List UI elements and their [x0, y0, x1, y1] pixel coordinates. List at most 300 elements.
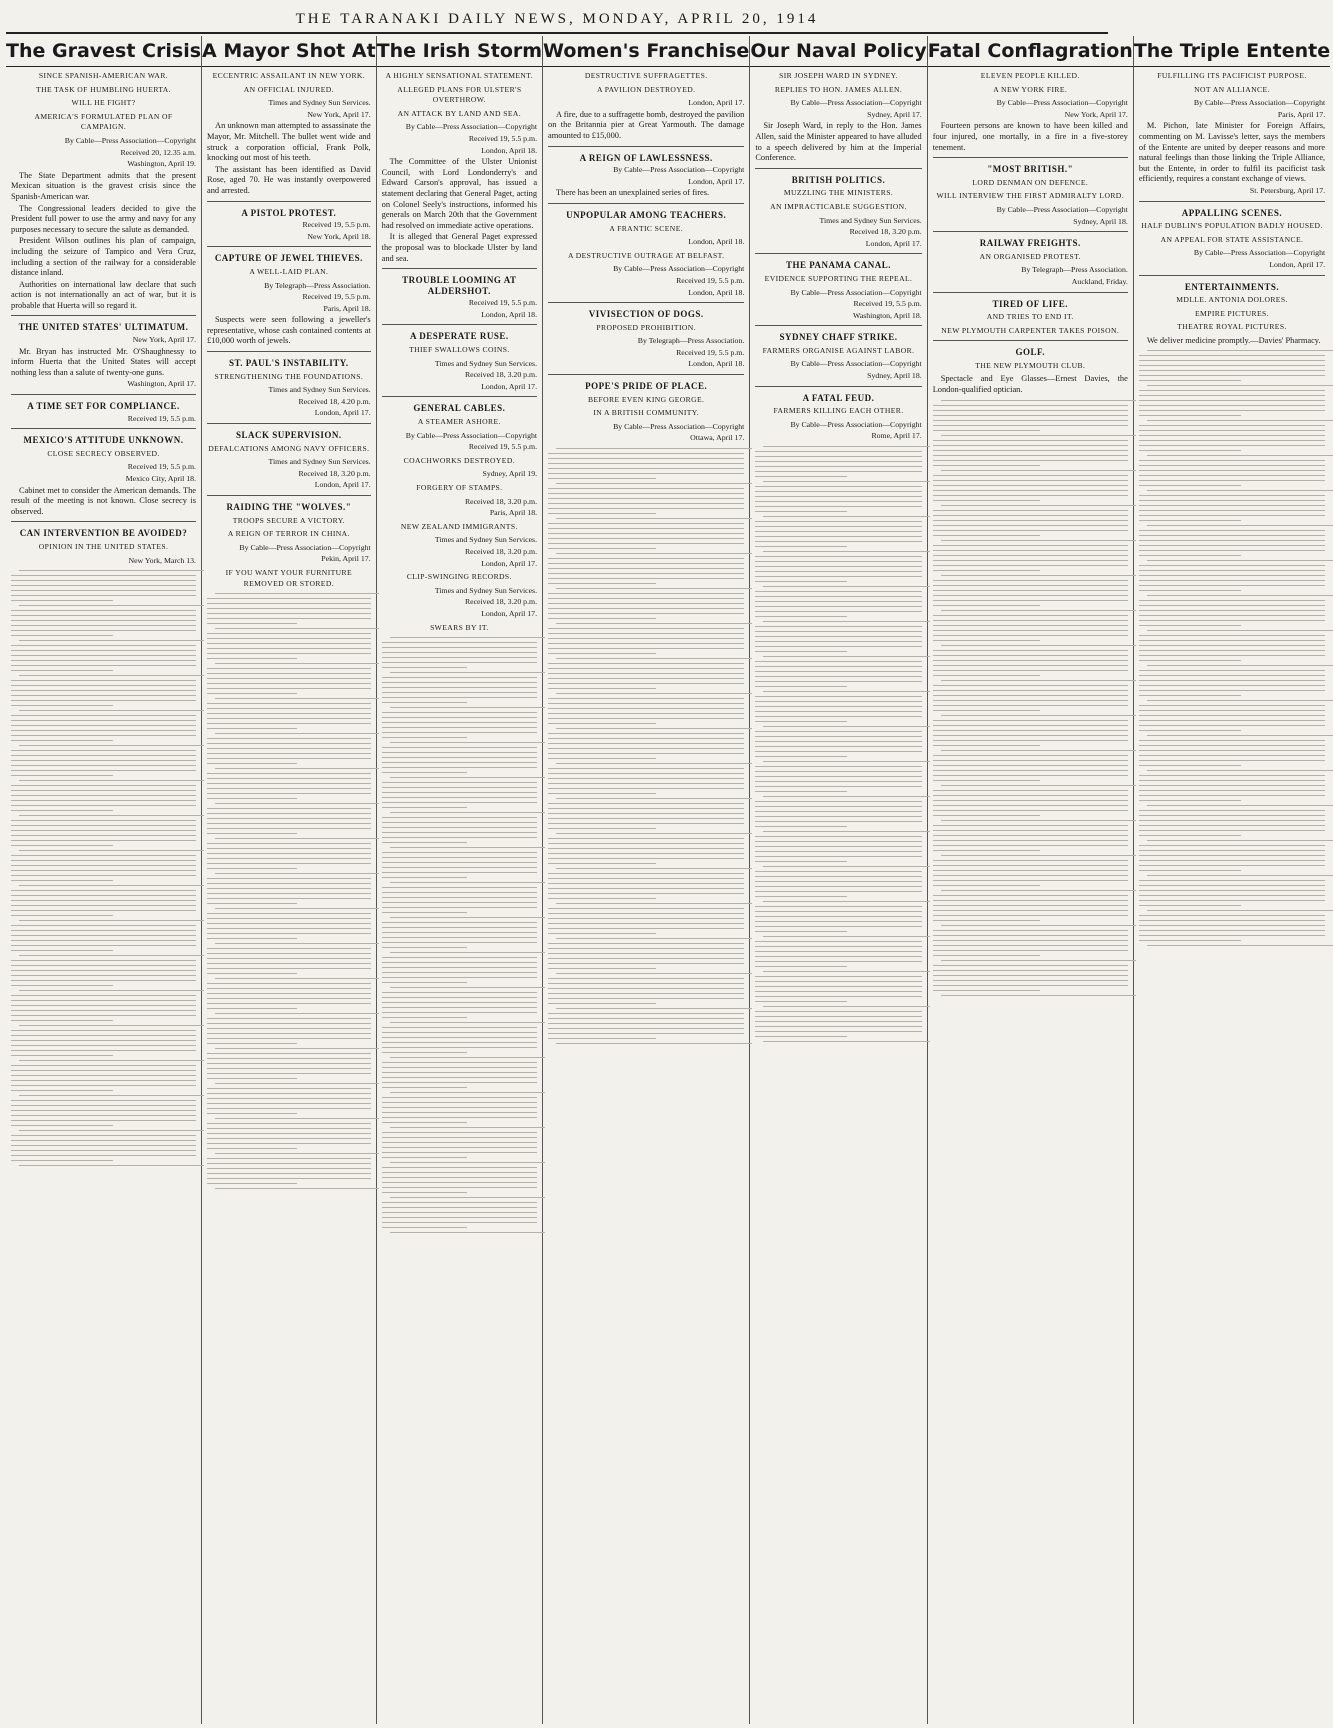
text-line-texture [207, 1123, 371, 1124]
dateline: London, April 18. [688, 359, 745, 369]
text-line-texture [11, 830, 196, 831]
text-line-texture [548, 768, 744, 769]
dateline: Paris, April 17. [1277, 109, 1326, 119]
text-line-texture [207, 623, 297, 624]
text-line-texture [390, 952, 545, 953]
text-line-texture [1139, 855, 1325, 856]
text-line-texture [755, 681, 921, 682]
text-line-texture [382, 667, 467, 668]
text-line-texture [11, 670, 113, 671]
text-line-texture [382, 947, 467, 948]
subheading: A REIGN OF TERROR IN CHINA. [227, 529, 350, 539]
text-line-texture [933, 795, 1128, 796]
text-line-texture [1147, 630, 1333, 631]
text-line-texture [382, 1222, 537, 1223]
text-line-texture [207, 1128, 371, 1129]
text-line-texture [382, 927, 537, 928]
text-line-texture [755, 1036, 847, 1037]
text-line-texture [1139, 895, 1325, 896]
article-headline: POPE'S PRIDE OF PLACE. [585, 381, 708, 392]
text-line-texture [1139, 710, 1325, 711]
text-line-texture [548, 863, 656, 864]
text-line-texture [1147, 945, 1333, 946]
text-line-texture [933, 450, 1128, 451]
text-line-texture [755, 981, 921, 982]
text-line-texture [382, 1032, 537, 1033]
text-line-texture [933, 580, 1128, 581]
text-line-texture [382, 872, 537, 873]
text-line-texture [207, 1163, 371, 1164]
text-line-texture [11, 935, 196, 936]
text-line-texture [755, 571, 921, 572]
text-line-texture [933, 525, 1128, 526]
text-line-texture [1139, 935, 1325, 936]
text-line-texture [933, 825, 1128, 826]
text-line-texture [11, 755, 196, 756]
subheading: IN A BRITISH COMMUNITY. [593, 408, 700, 418]
text-line-texture [1139, 645, 1325, 646]
section-divider [548, 302, 744, 303]
text-line-texture [933, 650, 1128, 651]
text-line-texture [382, 1072, 537, 1073]
text-line-texture [11, 835, 196, 836]
text-line-texture [11, 860, 196, 861]
text-line-texture [933, 955, 1040, 956]
text-line-texture [11, 760, 196, 761]
dateline: London, April 17. [481, 558, 538, 568]
text-line-texture [1139, 930, 1325, 931]
article-text: President Wilson outlines his plan of campaign, including the seizure of Tampico and Vera Cruz, including a section of the railway for a considerable distance inland. [11, 236, 197, 278]
text-line-texture [763, 971, 929, 972]
dateline: By Cable—Press Association—Copyright [613, 165, 745, 175]
subheading: THE TASK OF HUMBLING HUERTA. [36, 84, 171, 94]
text-line-texture [1139, 365, 1325, 366]
text-line-texture [382, 662, 537, 663]
text-line-texture [755, 821, 921, 822]
article-headline: TROUBLE LOOMING AT ALDERSHOT. [402, 275, 517, 296]
text-line-texture [207, 1078, 297, 1079]
dateline: London, April 18. [688, 237, 745, 247]
text-line-texture [382, 997, 537, 998]
dateline: Received 18, 3.20 p.m. [464, 370, 538, 380]
text-line-texture [1139, 615, 1325, 616]
text-line-texture [382, 1187, 537, 1188]
text-line-texture [207, 898, 371, 899]
text-line-texture [755, 911, 921, 912]
text-line-texture [382, 1012, 537, 1013]
text-line-texture [207, 793, 371, 794]
text-line-texture [11, 695, 196, 696]
text-line-texture [755, 846, 921, 847]
article-text: The Committee of the Ulster Unionist Council, with Lord Londonderry's and Edward Carson's approval, has issued a statement declaring that General Paget, acting on Colonel Seely's instructions, informed his generals on March 20th that the Government had resolved on immediate active operations. [381, 157, 538, 230]
text-line-texture [755, 546, 847, 547]
text-line-texture [556, 518, 752, 519]
text-line-texture [207, 798, 297, 799]
text-line-texture [215, 943, 379, 944]
text-line-texture [933, 560, 1128, 561]
text-line-texture [755, 976, 921, 977]
dateline: Received 19, 5.5 p.m. [127, 413, 197, 423]
text-line-texture [207, 1183, 297, 1184]
text-line-texture [755, 751, 921, 752]
text-line-texture [755, 771, 921, 772]
section-divider [755, 168, 921, 169]
text-line-texture [933, 725, 1128, 726]
text-line-texture [933, 815, 1040, 816]
text-line-texture [755, 581, 847, 582]
text-line-texture [556, 833, 752, 834]
text-line-texture [207, 778, 371, 779]
text-line-texture [11, 1140, 196, 1141]
text-line-texture [933, 420, 1128, 421]
subheading: ELEVEN PEOPLE KILLED. [980, 71, 1080, 80]
text-line-texture [755, 781, 921, 782]
article-headline: UNPOPULAR AMONG TEACHERS. [566, 209, 727, 220]
article-text: We deliver medicine promptly.—Davies' Pharmacy. [1146, 335, 1321, 345]
text-line-texture [933, 975, 1128, 976]
text-line-texture [1139, 390, 1325, 391]
dateline: Times and Sydney Sun Services. [268, 98, 371, 108]
text-line-texture [390, 1092, 545, 1093]
text-line-texture [19, 1165, 204, 1166]
text-line-texture [548, 918, 744, 919]
column-grid [6, 36, 1331, 1724]
text-line-texture [382, 1117, 537, 1118]
dateline: St. Petersburg, April 17. [1249, 185, 1326, 195]
article-headline: A FATAL FEUD. [802, 392, 875, 403]
text-line-texture [548, 468, 744, 469]
text-line-texture [382, 1112, 537, 1113]
subheading: PROPOSED PROHIBITION. [596, 322, 696, 332]
section-divider [755, 386, 921, 387]
text-line-texture [1147, 840, 1333, 841]
article-headline: ENTERTAINMENTS. [1184, 281, 1280, 292]
text-line-texture [548, 543, 744, 544]
text-line-texture [548, 953, 744, 954]
text-line-texture [548, 793, 656, 794]
dateline: Times and Sydney Sun Services. [434, 358, 538, 368]
subheading: ALLEGED PLANS FOR ULSTER'S OVERTHROW. [397, 84, 522, 105]
text-line-texture [382, 1177, 537, 1178]
text-line-texture [11, 700, 196, 701]
article-headline: CAN INTERVENTION BE AVOIDED? [19, 528, 188, 539]
text-line-texture [382, 857, 537, 858]
text-line-texture [19, 920, 204, 921]
text-line-texture [755, 451, 921, 452]
text-line-texture [755, 531, 921, 532]
text-line-texture [548, 653, 656, 654]
text-line-texture [763, 516, 929, 517]
text-line-texture [1139, 475, 1325, 476]
text-line-texture [556, 553, 752, 554]
text-line-texture [941, 505, 1136, 506]
text-line-texture [382, 1027, 537, 1028]
text-line-texture [548, 523, 744, 524]
text-line-texture [382, 1047, 537, 1048]
masthead: THE TARANAKI DAILY NEWS, MONDAY, APRIL 20, 1914 [295, 11, 819, 27]
text-line-texture [382, 657, 537, 658]
text-line-texture [548, 753, 744, 754]
text-line-texture [548, 608, 744, 609]
text-line-texture [548, 783, 744, 784]
text-line-texture [556, 483, 752, 484]
text-line-texture [11, 575, 196, 576]
text-line-texture [755, 886, 921, 887]
text-line-texture [548, 713, 744, 714]
text-line-texture [763, 761, 929, 762]
subheading: DESTRUCTIVE SUFFRAGETTES. [584, 71, 708, 80]
text-line-texture [548, 618, 656, 619]
text-line-texture [933, 515, 1128, 516]
dateline: Received 19, 5.5 p.m. [676, 275, 745, 285]
dateline: Received 18, 3.20 p.m. [464, 597, 538, 607]
text-line-texture [755, 851, 921, 852]
subheading: MDLLE. ANTONIA DOLORES. [1176, 295, 1288, 305]
text-line-texture [11, 625, 196, 626]
text-line-texture [763, 866, 929, 867]
dateline: Received 18, 3.20 p.m. [849, 227, 922, 237]
text-line-texture [382, 1212, 537, 1213]
text-line-texture [1139, 900, 1325, 901]
text-line-texture [215, 803, 379, 804]
text-line-texture [207, 608, 371, 609]
text-line-texture [933, 685, 1128, 686]
text-line-texture [933, 900, 1128, 901]
text-line-texture [548, 898, 656, 899]
text-line-texture [763, 621, 929, 622]
text-line-texture [1139, 470, 1325, 471]
text-line-texture [755, 556, 921, 557]
subheading: REPLIES TO HON. JAMES ALLEN. [774, 84, 903, 94]
text-line-texture [763, 1006, 929, 1007]
column-5 [750, 36, 927, 1724]
dateline: Received 19, 5.5 p.m. [853, 299, 922, 309]
dateline: By Cable—Press Association—Copyright [790, 419, 922, 429]
text-line-texture [548, 873, 744, 874]
text-line-texture [556, 693, 752, 694]
text-line-texture [382, 807, 467, 808]
text-line-texture [548, 563, 744, 564]
text-line-texture [755, 906, 921, 907]
text-line-texture [207, 928, 371, 929]
text-line-texture [382, 1102, 537, 1103]
text-line-texture [1139, 635, 1325, 636]
section-divider [1139, 201, 1325, 202]
text-line-texture [207, 843, 371, 844]
text-line-texture [548, 1003, 656, 1004]
text-line-texture [941, 400, 1136, 401]
text-line-texture [548, 933, 656, 934]
text-line-texture [1139, 850, 1325, 851]
text-line-texture [207, 783, 371, 784]
text-line-texture [382, 782, 537, 783]
text-line-texture [755, 736, 921, 737]
dateline: Mexico City, April 18. [125, 474, 197, 483]
text-line-texture [207, 833, 297, 834]
subheading: LORD DENMAN ON DEFENCE. [972, 177, 1089, 187]
text-line-texture [382, 652, 537, 653]
text-line-texture [755, 756, 847, 757]
article-headline: SLACK SUPERVISION. [235, 430, 342, 441]
dateline: Paris, April 18. [323, 303, 371, 313]
text-line-texture [1147, 420, 1333, 421]
text-line-texture [556, 658, 752, 659]
text-line-texture [548, 923, 744, 924]
text-line-texture [207, 613, 371, 614]
text-line-texture [763, 901, 929, 902]
column-body-texture [1139, 350, 1325, 946]
text-line-texture [207, 688, 371, 689]
text-line-texture [382, 942, 537, 943]
subheading: A PAVILION DESTROYED. [596, 84, 696, 94]
text-line-texture [548, 828, 656, 829]
text-line-texture [1139, 435, 1325, 436]
text-line-texture [1139, 815, 1325, 816]
text-line-texture [556, 728, 752, 729]
article-text: An unknown man attempted to assassinate the Mayor, Mr. Mitchell. The bullet went wide and struck a corporation official, Frank Polk, knocking out most of his teeth. [207, 121, 371, 163]
text-line-texture [1139, 575, 1325, 576]
text-line-texture [556, 798, 752, 799]
dateline: Sydney, April 18. [867, 371, 922, 381]
text-line-texture [1139, 920, 1325, 921]
column-1 [6, 36, 202, 1724]
text-line-texture [11, 1150, 196, 1151]
text-line-texture [755, 696, 921, 697]
text-line-texture [207, 1103, 371, 1104]
article-headline: RAILWAY FREIGHTS. [979, 238, 1081, 249]
text-line-texture [548, 473, 744, 474]
section-divider [207, 351, 371, 352]
text-line-texture [207, 858, 371, 859]
text-line-texture [763, 446, 929, 447]
text-line-texture [390, 672, 545, 673]
text-line-texture [755, 1011, 921, 1012]
text-line-texture [382, 1052, 467, 1053]
text-line-texture [207, 758, 371, 759]
text-line-texture [548, 578, 744, 579]
text-line-texture [11, 880, 113, 881]
article-headline: A REIGN OF LAWLESSNESS. [579, 152, 713, 163]
text-line-texture [755, 541, 921, 542]
text-line-texture [755, 686, 847, 687]
text-line-texture [11, 1020, 113, 1021]
text-line-texture [11, 985, 113, 986]
dateline: Washington, April 19. [127, 159, 197, 169]
column-headline: Our Naval Policy [750, 36, 926, 67]
text-line-texture [548, 508, 744, 509]
text-line-texture [390, 637, 545, 638]
text-line-texture [933, 835, 1128, 836]
text-line-texture [933, 415, 1128, 416]
text-line-texture [763, 586, 929, 587]
text-line-texture [207, 903, 297, 904]
text-line-texture [11, 1045, 196, 1046]
text-line-texture [207, 823, 371, 824]
text-line-texture [933, 945, 1128, 946]
dateline: New York, March 13. [128, 555, 197, 565]
text-line-texture [1139, 835, 1241, 836]
text-line-texture [933, 565, 1128, 566]
text-line-texture [1139, 610, 1325, 611]
text-line-texture [1139, 430, 1325, 431]
text-line-texture [941, 575, 1136, 576]
text-line-texture [1139, 690, 1325, 691]
article-text: Mr. Bryan has instructed Mr. O'Shaughnessy to inform Huerta that the United States will accept nothing less than a salute of twenty-one guns. [11, 346, 197, 377]
text-line-texture [1139, 565, 1325, 566]
text-line-texture [755, 496, 921, 497]
article-headline: THE UNITED STATES' ULTIMATUM. [18, 322, 189, 333]
text-line-texture [207, 993, 371, 994]
text-line-texture [548, 558, 744, 559]
dateline: Received 19, 5.5 p.m. [676, 347, 745, 357]
subheading: FARMERS ORGANISE AGAINST LABOR. [762, 345, 915, 355]
dateline: Ottawa, April 17. [690, 433, 745, 443]
text-line-texture [548, 633, 744, 634]
text-line-texture [1147, 700, 1333, 701]
text-line-texture [1139, 780, 1325, 781]
column-headline: A Mayor Shot At [202, 36, 376, 67]
masthead-rule [6, 32, 1108, 34]
article-text: It is alleged that General Paget expressed the proposal was to blockade Ulster by land and sea. [381, 232, 538, 263]
text-line-texture [933, 840, 1128, 841]
text-line-texture [382, 957, 537, 958]
text-line-texture [207, 718, 371, 719]
text-line-texture [382, 1152, 537, 1153]
article-headline: BRITISH POLITICS. [791, 174, 886, 185]
text-line-texture [382, 792, 537, 793]
subheading: A DESTRUCTIVE OUTRAGE AT BELFAST. [567, 250, 725, 260]
text-line-texture [1147, 455, 1333, 456]
text-line-texture [207, 1073, 371, 1074]
text-line-texture [933, 870, 1128, 871]
text-line-texture [941, 855, 1136, 856]
dateline: By Cable—Press Association—Copyright [996, 98, 1128, 108]
text-line-texture [11, 810, 113, 811]
text-line-texture [548, 848, 744, 849]
text-line-texture [11, 1105, 196, 1106]
section-divider [548, 374, 744, 375]
text-line-texture [755, 1031, 921, 1032]
text-line-texture [215, 733, 379, 734]
text-line-texture [207, 1178, 371, 1179]
text-line-texture [548, 648, 744, 649]
text-line-texture [382, 1167, 537, 1168]
text-line-texture [382, 1067, 537, 1068]
text-line-texture [755, 461, 921, 462]
text-line-texture [382, 1077, 537, 1078]
text-line-texture [207, 1023, 371, 1024]
text-line-texture [11, 1005, 196, 1006]
text-line-texture [382, 1147, 537, 1148]
text-line-texture [382, 797, 537, 798]
text-line-texture [382, 1002, 537, 1003]
text-line-texture [11, 930, 196, 931]
text-line-texture [382, 642, 537, 643]
text-line-texture [1139, 515, 1325, 516]
text-line-texture [11, 770, 196, 771]
text-line-texture [548, 743, 744, 744]
text-line-texture [382, 937, 537, 938]
text-line-texture [11, 750, 196, 751]
text-line-texture [11, 875, 196, 876]
text-line-texture [390, 742, 545, 743]
section-divider [11, 428, 196, 429]
dateline: Received 20, 12.35 a.m. [120, 147, 197, 157]
text-line-texture [933, 460, 1128, 461]
text-line-texture [382, 907, 537, 908]
text-line-texture [548, 698, 744, 699]
dateline: By Cable—Press Association—Copyright [790, 287, 922, 297]
